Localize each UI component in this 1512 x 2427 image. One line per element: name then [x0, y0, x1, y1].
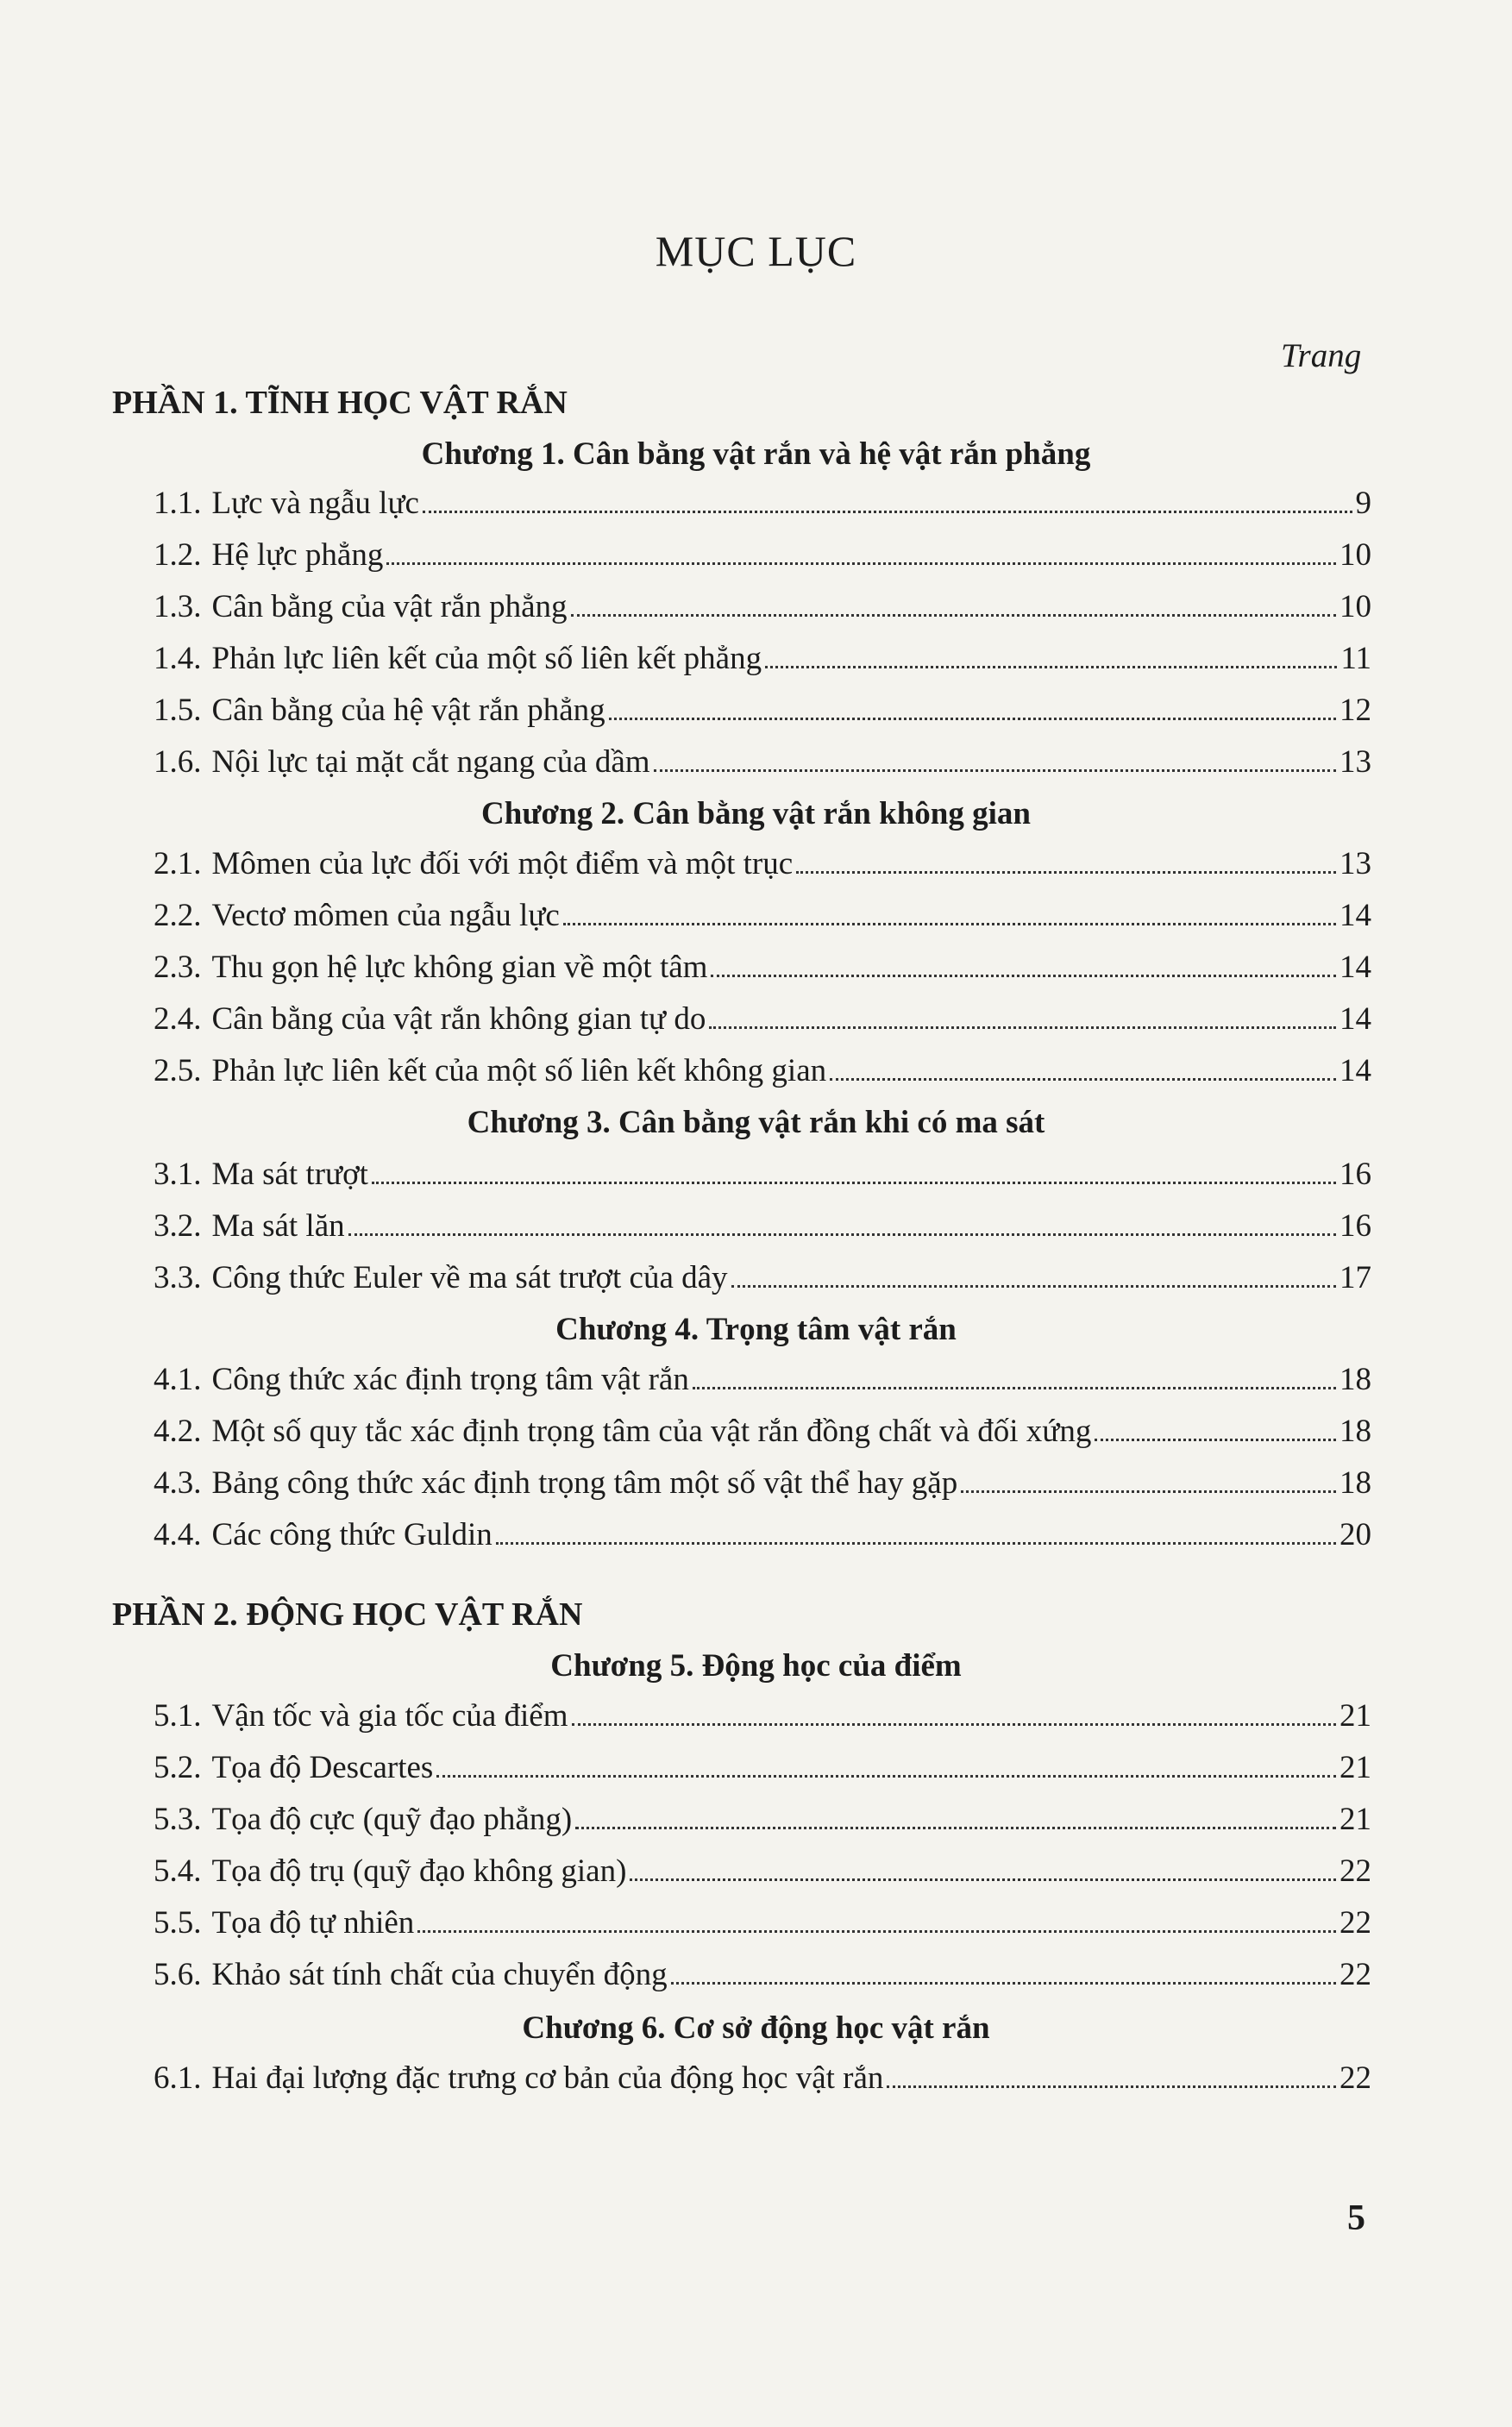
part-heading: PHẦN 2. ĐỘNG HỌC VẬT RẮN	[112, 1596, 583, 1633]
toc-entry: 5.5. Tọa độ tự nhiên 22	[154, 1905, 1371, 1941]
chapter-heading: Chương 6. Cơ sở động học vật rắn	[522, 2010, 990, 2046]
chapter-heading: Chương 1. Cân bằng vật rắn và hệ vật rắn phẳng	[421, 436, 1091, 472]
page-number: 5	[1347, 2198, 1365, 2238]
toc-entry: 2.2. Vectơ mômen của ngẫu lực 14	[154, 898, 1371, 933]
toc-entry: 2.1. Mômen của lực đối với một điểm và một trục 13	[154, 846, 1371, 881]
toc-entry: 3.2. Ma sát lăn 16	[154, 1208, 1371, 1244]
toc-entry: 4.2. Một số quy tắc xác định trọng tâm của vật rắn đồng chất và đối xứng 18	[154, 1414, 1371, 1449]
chapter-heading: Chương 2. Cân bằng vật rắn không gian	[481, 796, 1031, 831]
toc-entry: 1.4. Phản lực liên kết của một số liên kết phẳng 11	[154, 641, 1371, 676]
toc-entry: 5.3. Tọa độ cực (quỹ đạo phẳng) 21	[154, 1802, 1371, 1837]
toc-entry: 4.4. Các công thức Guldin 20	[154, 1517, 1371, 1552]
toc-entry: 3.1. Ma sát trượt 16	[154, 1157, 1371, 1192]
toc-entry: 4.3. Bảng công thức xác định trọng tâm một số vật thể hay gặp 18	[154, 1465, 1371, 1501]
toc-entry: 5.2. Tọa độ Descartes 21	[154, 1750, 1371, 1785]
toc-entry: 1.2. Hệ lực phẳng 10	[154, 537, 1371, 573]
toc-entry: 1.5. Cân bằng của hệ vật rắn phẳng 12	[154, 693, 1371, 728]
toc-entry: 2.4. Cân bằng của vật rắn không gian tự do 14	[154, 1001, 1371, 1037]
chapter-heading: Chương 5. Động học của điểm	[550, 1648, 962, 1684]
toc-entry: 3.3. Công thức Euler về ma sát trượt của dây 17	[154, 1260, 1371, 1295]
toc-entry: 2.3. Thu gọn hệ lực không gian về một tâm 14	[154, 950, 1371, 985]
toc-entry: 1.6. Nội lực tại mặt cắt ngang của dầm 13	[154, 744, 1371, 780]
chapter-heading: Chương 3. Cân bằng vật rắn khi có ma sát	[467, 1105, 1045, 1140]
toc-entry: 5.6. Khảo sát tính chất của chuyển động 22	[154, 1957, 1371, 1992]
toc-entry: 1.1. Lực và ngẫu lực 9	[154, 486, 1371, 521]
toc-entry: 1.3. Cân bằng của vật rắn phẳng 10	[154, 589, 1371, 624]
toc-entry: 5.1. Vận tốc và gia tốc của điểm 21	[154, 1698, 1371, 1734]
page-column-label: Trang	[1281, 337, 1362, 374]
part-heading: PHẦN 1. TĨNH HỌC VẬT RẮN	[112, 385, 568, 421]
toc-entry: 5.4. Tọa độ trụ (quỹ đạo không gian) 22	[154, 1853, 1371, 1889]
toc-entry: 2.5. Phản lực liên kết của một số liên kết không gian 14	[154, 1053, 1371, 1088]
toc-entry: 4.1. Công thức xác định trọng tâm vật rắn 18	[154, 1362, 1371, 1397]
toc-entry: 6.1. Hai đại lượng đặc trưng cơ bản của động học vật rắn 22	[154, 2060, 1371, 2096]
chapter-heading: Chương 4. Trọng tâm vật rắn	[555, 1312, 957, 1347]
toc-title: MỤC LỤC	[655, 227, 857, 275]
